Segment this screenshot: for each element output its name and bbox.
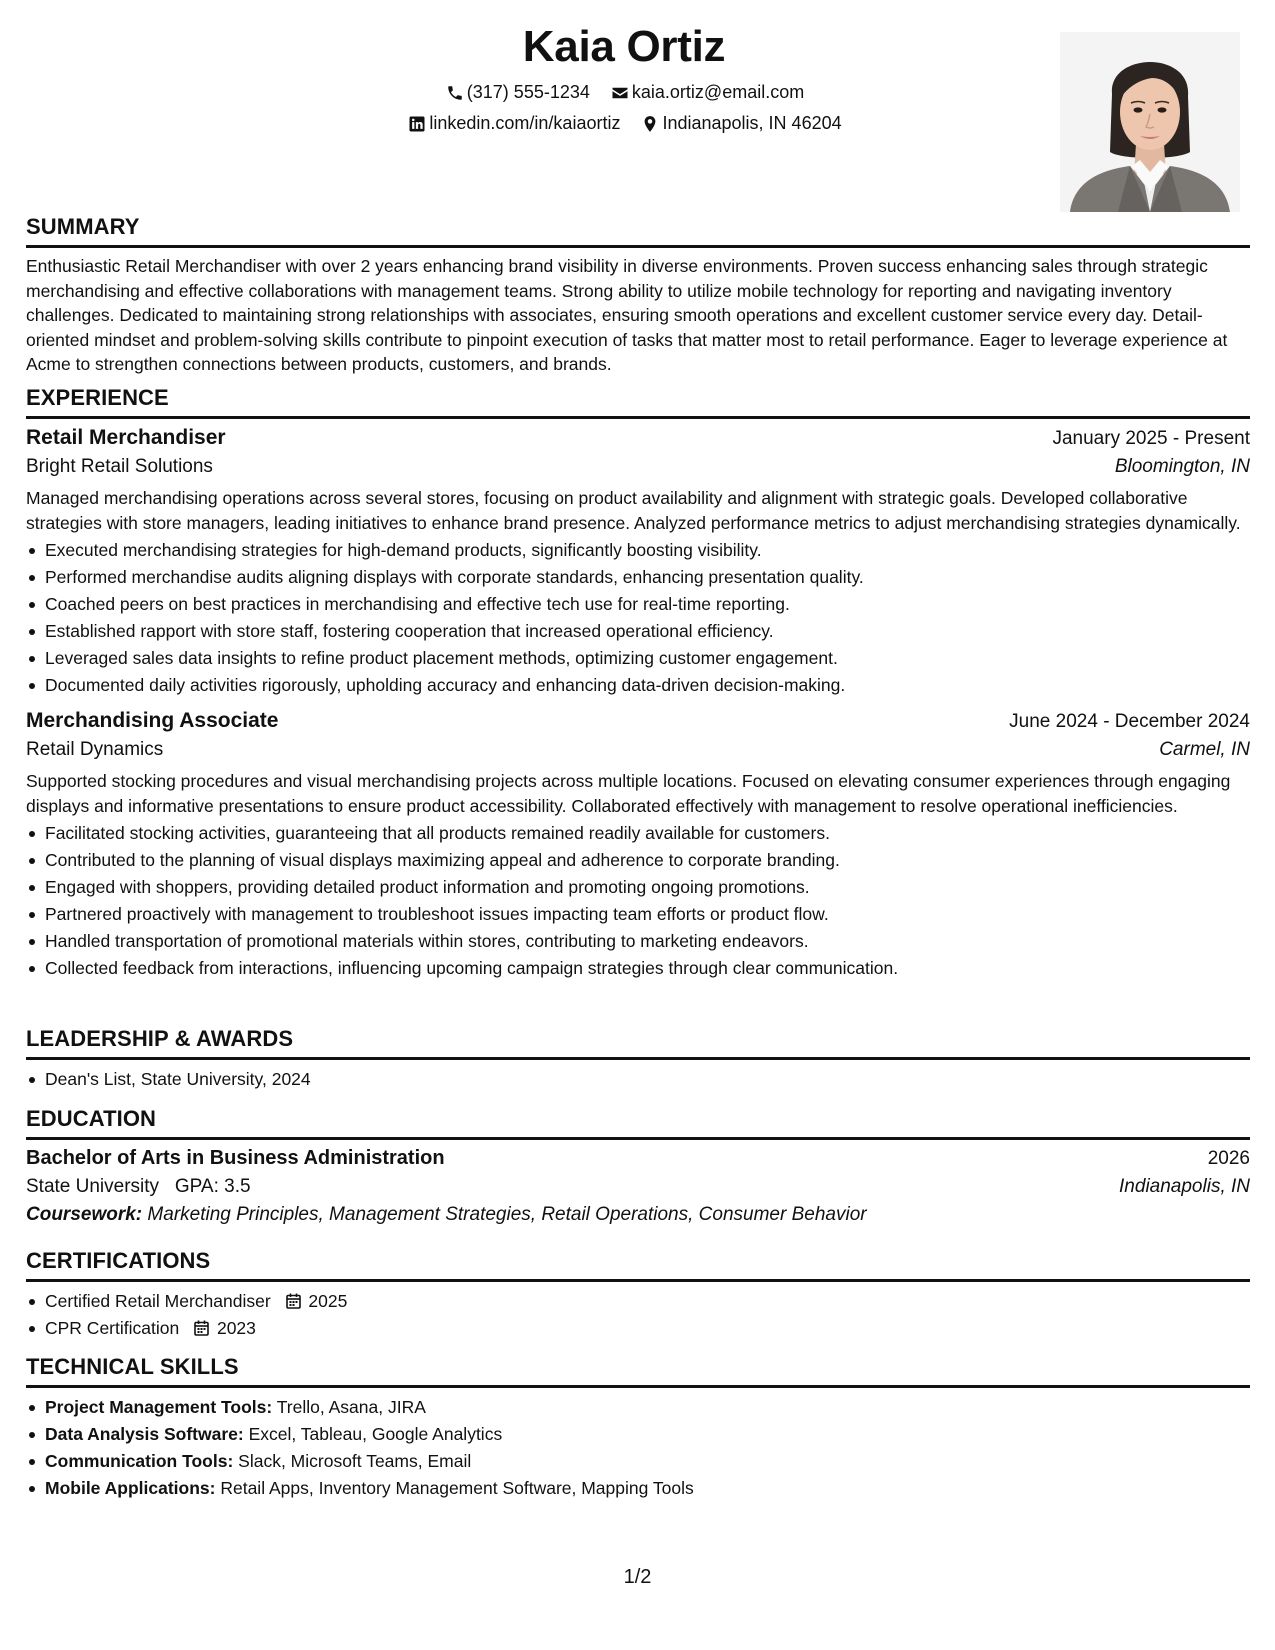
coursework-list: Marketing Principles, Management Strategies, Retail Operations, Consumer Behavior [147,1204,867,1225]
skill-label: Project Management Tools: [45,1397,273,1417]
certification-year: 2025 [308,1291,348,1311]
list-item [26,1288,1250,1315]
resume-header [26,20,1224,220]
skill-label: Communication Tools: [45,1451,234,1471]
certification-name: Certified Retail Merchandiser [45,1291,271,1311]
certification-name: CPR Certification [45,1318,180,1338]
job-description: Supported stocking procedures and visual merchandising projects across multiple locations. Focused on elevating consumer experiences through engaging displays and informative presentations to ensure product accessibility. Collaborated effectively with management to resolve operational inefficiencies. [26,771,1231,816]
list-item: Collected feedback from interactions, influencing upcoming campaign strategies through clear communication. [26,955,1250,982]
list-item: Facilitated stocking activities, guaranteeing that all products remained readily available for customers. [26,820,1250,847]
skill-value: Slack, Microsoft Teams, Email [238,1451,472,1471]
email-text: kaia.ortiz@email.com [631,82,805,102]
summary-heading: SUMMARY [26,214,1250,248]
calendar-icon [194,1320,209,1336]
list-item: Coached peers on best practices in merchandising and effective tech use for real-time reporting. [26,591,1250,618]
list-item: Executed merchandising strategies for high-demand products, significantly boosting visibility. [26,537,1250,564]
list-item: Handled transportation of promotional materials within stores, contributing to marketing endeavors. [26,928,1250,955]
certifications-section [26,1248,1250,1342]
coursework-label: Coursework: [26,1204,143,1225]
job-bullets [26,537,1250,699]
experience-section [26,385,1250,982]
summary-text: Enthusiastic Retail Merchandiser with over 2 years enhancing brand visibility in diverse environments. Proven success enhancing sales through strategic merchandising and effective collaborations with management teams. Strong ability to utilize mobile technology for reporting and navigating inventory challenges. Dedicated to maintaining strong relationships with associates, ensuring smooth operations and excellent customer service every day. Detail-oriented mindset and problem-solving skills contribute to pinpoint execution of tasks that matter most to retail performance. Eager to leverage experience at Acme to strengthen connections between products, customers, and brands. [26,256,1228,374]
coursework [26,1204,1250,1226]
experience-heading: EXPERIENCE [26,385,1250,419]
list-item: Engaged with shoppers, providing detailed product information and promoting ongoing promotions. [26,874,1250,901]
list-item: Documented daily activities rigorously, upholding accuracy and enhancing data-driven decision-making. [26,672,1250,699]
profile-photo [1060,32,1240,212]
contact-line-1 [26,82,1224,107]
job-description: Managed merchandising operations across several stores, focusing on product availability and alignment with strategic goals. Developed collaborative strategies with store managers, leading initiatives to enhance brand presence. Analyzed performance metrics to adjust merchandising strategies dynamically. [26,488,1241,533]
certifications-list [26,1288,1250,1342]
certification-year: 2023 [216,1318,256,1338]
gpa: GPA: 3.5 [174,1176,251,1197]
job-title: Merchandising Associate [26,709,279,732]
linkedin-text: linkedin.com/in/kaiaortiz [429,113,621,133]
phone-text: (317) 555-1234 [466,82,590,102]
education-section [26,1106,1250,1226]
job-entry [26,426,1250,699]
job-company: Bright Retail Solutions [26,456,213,477]
location-text: Indianapolis, IN 46204 [662,113,842,133]
phone-contact[interactable] [446,82,590,103]
list-item: Performed merchandise audits aligning displays with corporate standards, enhancing presentation quality. [26,564,1250,591]
map-pin-icon [641,115,659,133]
skill-value: Excel, Tableau, Google Analytics [248,1424,503,1444]
skill-label: Mobile Applications: [45,1478,216,1498]
job-location: Carmel, IN [1159,739,1250,760]
contact-line-2 [26,113,1224,138]
school-name: State University [26,1176,160,1197]
job-location: Bloomington, IN [1114,456,1250,477]
job-dates: June 2024 - December 2024 [1009,711,1250,732]
school-location: Indianapolis, IN [1119,1176,1250,1197]
phone-icon [446,84,464,102]
list-item: Partnered proactively with management to troubleshoot issues impacting team efforts or product flow. [26,901,1250,928]
calendar-icon [286,1293,301,1309]
list-item: Established rapport with store staff, fostering cooperation that increased operational efficiency. [26,618,1250,645]
skills-list [26,1394,1250,1502]
linkedin-icon [408,115,426,133]
skill-label: Data Analysis Software: [45,1424,244,1444]
job-bullets [26,820,1250,982]
job-entry [26,709,1250,982]
linkedin-contact[interactable] [408,113,620,134]
job-dates: January 2025 - Present [1052,428,1250,449]
job-title: Retail Merchandiser [26,426,226,449]
email-contact[interactable] [611,82,804,103]
job-company: Retail Dynamics [26,739,164,760]
skills-heading: TECHNICAL SKILLS [26,1354,1250,1388]
skill-value: Trello, Asana, JIRA [276,1397,426,1417]
list-item [26,1475,1250,1502]
list-item: Dean's List, State University, 2024 [26,1066,1250,1093]
education-heading: EDUCATION [26,1106,1250,1140]
list-item [26,1448,1250,1475]
location-contact [641,113,841,134]
skills-section [26,1354,1250,1502]
list-item: Contributed to the planning of visual displays maximizing appeal and adherence to corporate branding. [26,847,1250,874]
list-item: Leveraged sales data insights to refine product placement methods, optimizing customer engagement. [26,645,1250,672]
list-item [26,1315,1250,1342]
skill-value: Retail Apps, Inventory Management Software, Mapping Tools [220,1478,694,1498]
certifications-heading: CERTIFICATIONS [26,1248,1250,1282]
summary-section [26,214,1250,377]
degree-title: Bachelor of Arts in Business Administration [26,1147,445,1169]
school-info [26,1176,251,1198]
list-item [26,1421,1250,1448]
candidate-name: Kaia Ortiz [522,22,726,71]
envelope-icon [611,84,629,102]
leadership-list [26,1066,1250,1093]
leadership-heading: LEADERSHIP & AWARDS [26,1026,1250,1060]
graduation-year: 2026 [1207,1148,1250,1169]
page-number: 1/2 [623,1566,652,1588]
leadership-section [26,1026,1250,1093]
list-item [26,1394,1250,1421]
